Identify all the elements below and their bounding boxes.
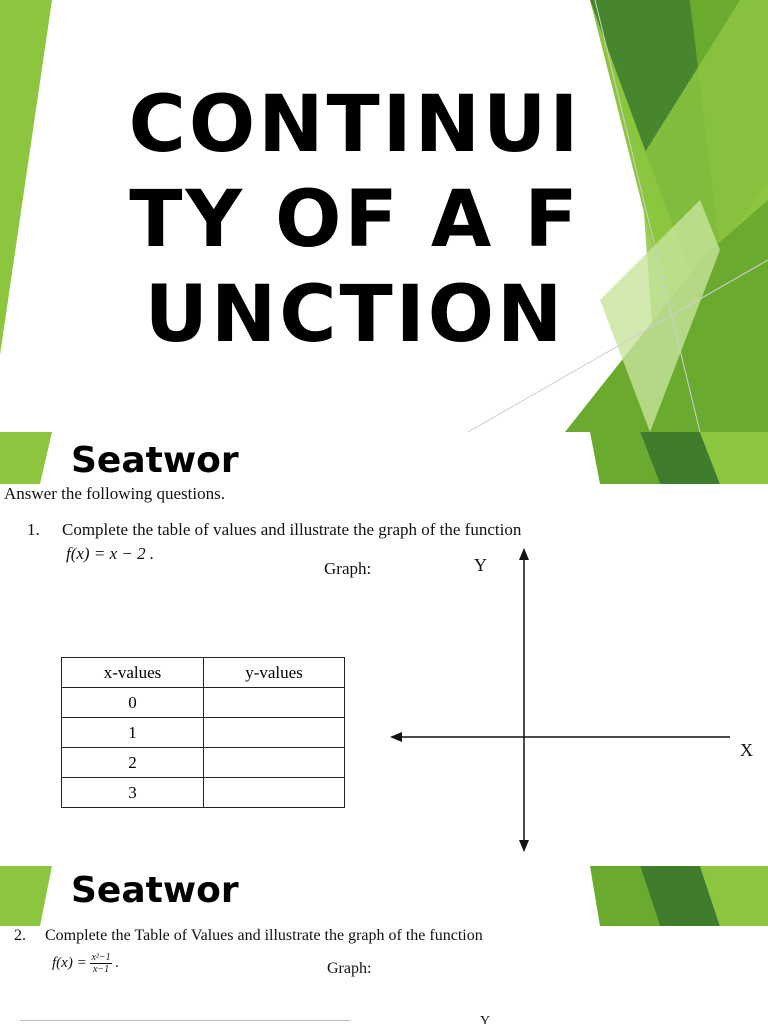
question-number: 2. [14, 927, 26, 944]
table-row [62, 748, 345, 778]
coordinate-axes [380, 544, 760, 864]
x-value-cell: 3 [62, 778, 204, 808]
function-fraction [90, 952, 111, 975]
question-number: 1. [27, 520, 40, 539]
y-axis-label: Y [480, 1014, 491, 1024]
question-text: Complete the Table of Values and illustrate the graph of the function [45, 927, 483, 944]
question-text: Complete the table of values and illustrate the graph of the function [62, 520, 522, 539]
table-row [62, 778, 345, 808]
x-axis-label: X [740, 740, 753, 760]
table-top-border [20, 1020, 350, 1021]
column-header-x: x-values [62, 658, 204, 688]
function-formula: f(x) = x − 2 . [66, 544, 155, 563]
column-header-y: y-values [204, 658, 345, 688]
seatwork-heading: Seatwor [71, 870, 239, 911]
fraction-denominator: x−1 [92, 964, 110, 975]
function-formula [52, 952, 119, 975]
y-value-cell [204, 748, 345, 778]
seatwork-slide-1 [0, 432, 768, 866]
instructions: Answer the following questions. [4, 484, 225, 503]
table-of-values [61, 657, 345, 808]
graph-label: Graph: [324, 559, 372, 578]
function-end: . [115, 954, 120, 971]
title-slide [0, 0, 768, 432]
worksheet-image [0, 484, 768, 866]
x-value-cell: 1 [62, 718, 204, 748]
y-axis-up-arrow-icon [519, 548, 529, 560]
seatwork-slide-2 [0, 866, 768, 1024]
y-value-cell [204, 718, 345, 748]
y-value-cell [204, 778, 345, 808]
y-axis-down-arrow-icon [519, 840, 529, 852]
y-axis-label: Y [474, 555, 487, 575]
function-lhs: f(x) = [52, 954, 87, 971]
x-value-cell: 0 [62, 688, 204, 718]
worksheet-image [0, 926, 768, 1024]
graph-label: Graph: [327, 960, 372, 977]
table-row [62, 718, 345, 748]
fraction-numerator: x²−1 [91, 952, 111, 963]
seatwork-heading: Seatwor [71, 440, 239, 481]
x-axis-left-arrow-icon [390, 732, 402, 742]
table-row [62, 688, 345, 718]
y-value-cell [204, 688, 345, 718]
table-header-row [62, 658, 345, 688]
x-value-cell: 2 [62, 748, 204, 778]
slide-title: CONTINUITY OF A FUNCTION [128, 80, 582, 360]
